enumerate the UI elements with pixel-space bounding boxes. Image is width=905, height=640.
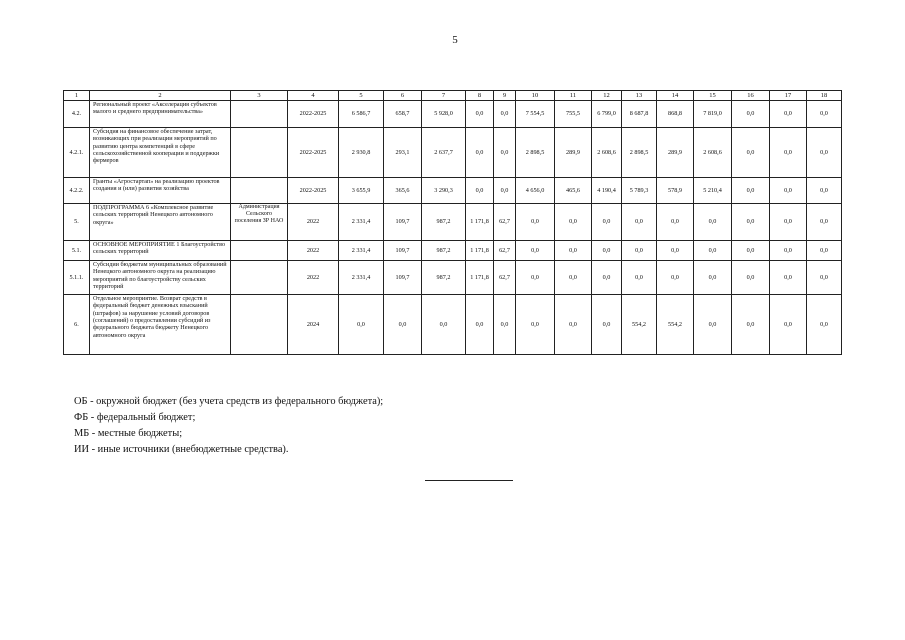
amount-cell: 0,0 <box>555 241 592 261</box>
page-number: 5 <box>452 34 458 46</box>
column-header: 7 <box>422 91 466 101</box>
column-header: 4 <box>288 91 339 101</box>
row-number-cell: 4.2.1. <box>64 128 90 178</box>
amount-cell: 0,0 <box>694 204 732 241</box>
amount-cell: 0,0 <box>422 295 466 355</box>
amount-cell: 0,0 <box>592 261 622 295</box>
amount-cell: 0,0 <box>770 204 807 241</box>
amount-cell: 987,2 <box>422 241 466 261</box>
amount-cell: 0,0 <box>807 128 842 178</box>
amount-cell: 4 190,4 <box>592 178 622 204</box>
amount-cell: 0,0 <box>622 241 657 261</box>
executor-cell <box>231 128 288 178</box>
amount-cell: 0,0 <box>622 261 657 295</box>
amount-cell: 0,0 <box>732 128 770 178</box>
amount-cell: 658,7 <box>384 101 422 128</box>
amount-cell: 109,7 <box>384 261 422 295</box>
amount-cell: 62,7 <box>494 261 516 295</box>
period-cell: 2024 <box>288 295 339 355</box>
amount-cell: 0,0 <box>592 241 622 261</box>
amount-cell: 0,0 <box>657 241 694 261</box>
amount-cell: 0,0 <box>466 101 494 128</box>
amount-cell: 2 898,5 <box>516 128 555 178</box>
column-header: 12 <box>592 91 622 101</box>
amount-cell: 0,0 <box>466 128 494 178</box>
table-row <box>64 241 842 261</box>
column-header: 2 <box>90 91 231 101</box>
executor-cell <box>231 261 288 295</box>
amount-cell: 5 789,3 <box>622 178 657 204</box>
item-name-cell: ОСНОВНОЕ МЕРОПРИЯТИЕ 1 Благоустройство сельских территорий <box>90 241 231 261</box>
amount-cell: 0,0 <box>592 295 622 355</box>
item-name-cell: Субсидии бюджетам муниципальных образований Ненецкого автономного округа на реализацию мероприятий по благоустройству сельских территорий <box>90 261 231 295</box>
period-cell: 2022 <box>288 204 339 241</box>
amount-cell: 5 928,0 <box>422 101 466 128</box>
amount-cell: 0,0 <box>732 204 770 241</box>
amount-cell: 0,0 <box>494 178 516 204</box>
column-header: 5 <box>339 91 384 101</box>
column-header: 17 <box>770 91 807 101</box>
executor-cell <box>231 101 288 128</box>
amount-cell: 3 290,3 <box>422 178 466 204</box>
amount-cell: 2 608,6 <box>694 128 732 178</box>
amount-cell: 0,0 <box>466 178 494 204</box>
amount-cell: 987,2 <box>422 204 466 241</box>
row-number-cell: 6. <box>64 295 90 355</box>
amount-cell: 0,0 <box>770 261 807 295</box>
amount-cell: 0,0 <box>807 101 842 128</box>
amount-cell: 0,0 <box>466 295 494 355</box>
amount-cell: 465,6 <box>555 178 592 204</box>
table-header-row <box>64 91 842 101</box>
period-cell: 2022-2025 <box>288 101 339 128</box>
period-cell: 2022-2025 <box>288 178 339 204</box>
amount-cell: 4 656,0 <box>516 178 555 204</box>
amount-cell: 0,0 <box>807 261 842 295</box>
column-header: 14 <box>657 91 694 101</box>
period-cell: 2022 <box>288 261 339 295</box>
amount-cell: 2 331,4 <box>339 204 384 241</box>
amount-cell: 0,0 <box>494 101 516 128</box>
amount-cell: 1 171,8 <box>466 261 494 295</box>
amount-cell: 0,0 <box>622 204 657 241</box>
amount-cell: 5 210,4 <box>694 178 732 204</box>
amount-cell: 2 637,7 <box>422 128 466 178</box>
period-cell: 2022 <box>288 241 339 261</box>
period-cell: 2022-2025 <box>288 128 339 178</box>
amount-cell: 0,0 <box>339 295 384 355</box>
amount-cell: 554,2 <box>622 295 657 355</box>
amount-cell: 6 586,7 <box>339 101 384 128</box>
amount-cell: 0,0 <box>807 241 842 261</box>
amount-cell: 8 687,8 <box>622 101 657 128</box>
amount-cell: 62,7 <box>494 241 516 261</box>
item-name-cell: Гранты «Агростартап» на реализацию проектов создания и (или) развития хозяйства <box>90 178 231 204</box>
table-row <box>64 204 842 241</box>
amount-cell: 0,0 <box>516 295 555 355</box>
amount-cell: 3 655,9 <box>339 178 384 204</box>
amount-cell: 293,1 <box>384 128 422 178</box>
amount-cell: 0,0 <box>694 241 732 261</box>
amount-cell: 0,0 <box>516 204 555 241</box>
column-header: 18 <box>807 91 842 101</box>
amount-cell: 0,0 <box>555 295 592 355</box>
amount-cell: 0,0 <box>732 295 770 355</box>
amount-cell: 365,6 <box>384 178 422 204</box>
amount-cell: 1 171,8 <box>466 241 494 261</box>
column-header: 8 <box>466 91 494 101</box>
amount-cell: 0,0 <box>592 204 622 241</box>
column-header: 13 <box>622 91 657 101</box>
row-number-cell: 4.2.2. <box>64 178 90 204</box>
amount-cell: 987,2 <box>422 261 466 295</box>
amount-cell: 0,0 <box>770 128 807 178</box>
column-header: 1 <box>64 91 90 101</box>
amount-cell: 0,0 <box>555 261 592 295</box>
amount-cell: 0,0 <box>732 178 770 204</box>
table-row <box>64 295 842 355</box>
item-name-cell: Региональный проект «Акселерация субъектов малого и среднего предпринимательства» <box>90 101 231 128</box>
item-name-cell: Субсидия на финансовое обеспечение затрат, возникающих при реализации мероприятий по развитию центра компетенций в сфере сельскохозяйственной кооперации и поддержки фермеров <box>90 128 231 178</box>
amount-cell: 2 930,8 <box>339 128 384 178</box>
amount-cell: 289,9 <box>657 128 694 178</box>
amount-cell: 109,7 <box>384 241 422 261</box>
item-name-cell: Отдельное мероприятие. Возврат средств в федеральный бюджет денежных взысканий (штрафов) за нарушение условий договоров (соглашений) о предоставлении субсидий из федерального бюджета бюджету Ненецкого автономного округа <box>90 295 231 355</box>
legend-item: ФБ - федеральный бюджет; <box>74 412 196 423</box>
amount-cell: 6 799,0 <box>592 101 622 128</box>
amount-cell: 0,0 <box>807 178 842 204</box>
table-row <box>64 178 842 204</box>
amount-cell: 0,0 <box>770 101 807 128</box>
amount-cell: 0,0 <box>732 101 770 128</box>
amount-cell: 0,0 <box>555 204 592 241</box>
column-header: 15 <box>694 91 732 101</box>
amount-cell: 0,0 <box>657 204 694 241</box>
column-header: 9 <box>494 91 516 101</box>
signature-line <box>425 480 513 481</box>
amount-cell: 0,0 <box>732 241 770 261</box>
amount-cell: 868,8 <box>657 101 694 128</box>
amount-cell: 1 171,8 <box>466 204 494 241</box>
amount-cell: 0,0 <box>807 295 842 355</box>
row-number-cell: 5.1. <box>64 241 90 261</box>
row-number-cell: 5. <box>64 204 90 241</box>
amount-cell: 0,0 <box>807 204 842 241</box>
amount-cell: 0,0 <box>516 261 555 295</box>
amount-cell: 0,0 <box>516 241 555 261</box>
amount-cell: 578,9 <box>657 178 694 204</box>
amount-cell: 755,5 <box>555 101 592 128</box>
column-header: 11 <box>555 91 592 101</box>
legend-item: ОБ - окружной бюджет (без учета средств из федерального бюджета); <box>74 396 384 407</box>
amount-cell: 0,0 <box>770 295 807 355</box>
budget-legend <box>74 394 383 458</box>
executor-cell <box>231 241 288 261</box>
row-number-cell: 5.1.1. <box>64 261 90 295</box>
amount-cell: 2 331,4 <box>339 261 384 295</box>
amount-cell: 0,0 <box>657 261 694 295</box>
column-header: 10 <box>516 91 555 101</box>
row-number-cell: 4.2. <box>64 101 90 128</box>
amount-cell: 0,0 <box>694 261 732 295</box>
table-row <box>64 128 842 178</box>
legend-item: МБ - местные бюджеты; <box>74 428 183 439</box>
amount-cell: 109,7 <box>384 204 422 241</box>
column-header: 16 <box>732 91 770 101</box>
amount-cell: 2 608,6 <box>592 128 622 178</box>
legend-item: ИИ - иные источники (внебюджетные средства). <box>74 444 289 455</box>
budget-table <box>63 90 842 355</box>
amount-cell: 2 898,5 <box>622 128 657 178</box>
amount-cell: 0,0 <box>770 241 807 261</box>
amount-cell: 554,2 <box>657 295 694 355</box>
amount-cell: 0,0 <box>732 261 770 295</box>
executor-cell <box>231 178 288 204</box>
table-row <box>64 101 842 128</box>
item-name-cell: ПОДПРОГРАММА 6 «Комплексное развитие сельских территорий Ненецкого автономного округа» <box>90 204 231 241</box>
column-header: 6 <box>384 91 422 101</box>
column-header: 3 <box>231 91 288 101</box>
amount-cell: 62,7 <box>494 204 516 241</box>
amount-cell: 0,0 <box>694 295 732 355</box>
amount-cell: 0,0 <box>494 295 516 355</box>
amount-cell: 7 819,0 <box>694 101 732 128</box>
amount-cell: 7 554,5 <box>516 101 555 128</box>
amount-cell: 0,0 <box>770 178 807 204</box>
table-row <box>64 261 842 295</box>
amount-cell: 2 331,4 <box>339 241 384 261</box>
executor-cell <box>231 295 288 355</box>
amount-cell: 0,0 <box>494 128 516 178</box>
amount-cell: 0,0 <box>384 295 422 355</box>
amount-cell: 289,9 <box>555 128 592 178</box>
executor-cell: Администрация Сельского поселения ЗР НАО <box>231 204 288 241</box>
